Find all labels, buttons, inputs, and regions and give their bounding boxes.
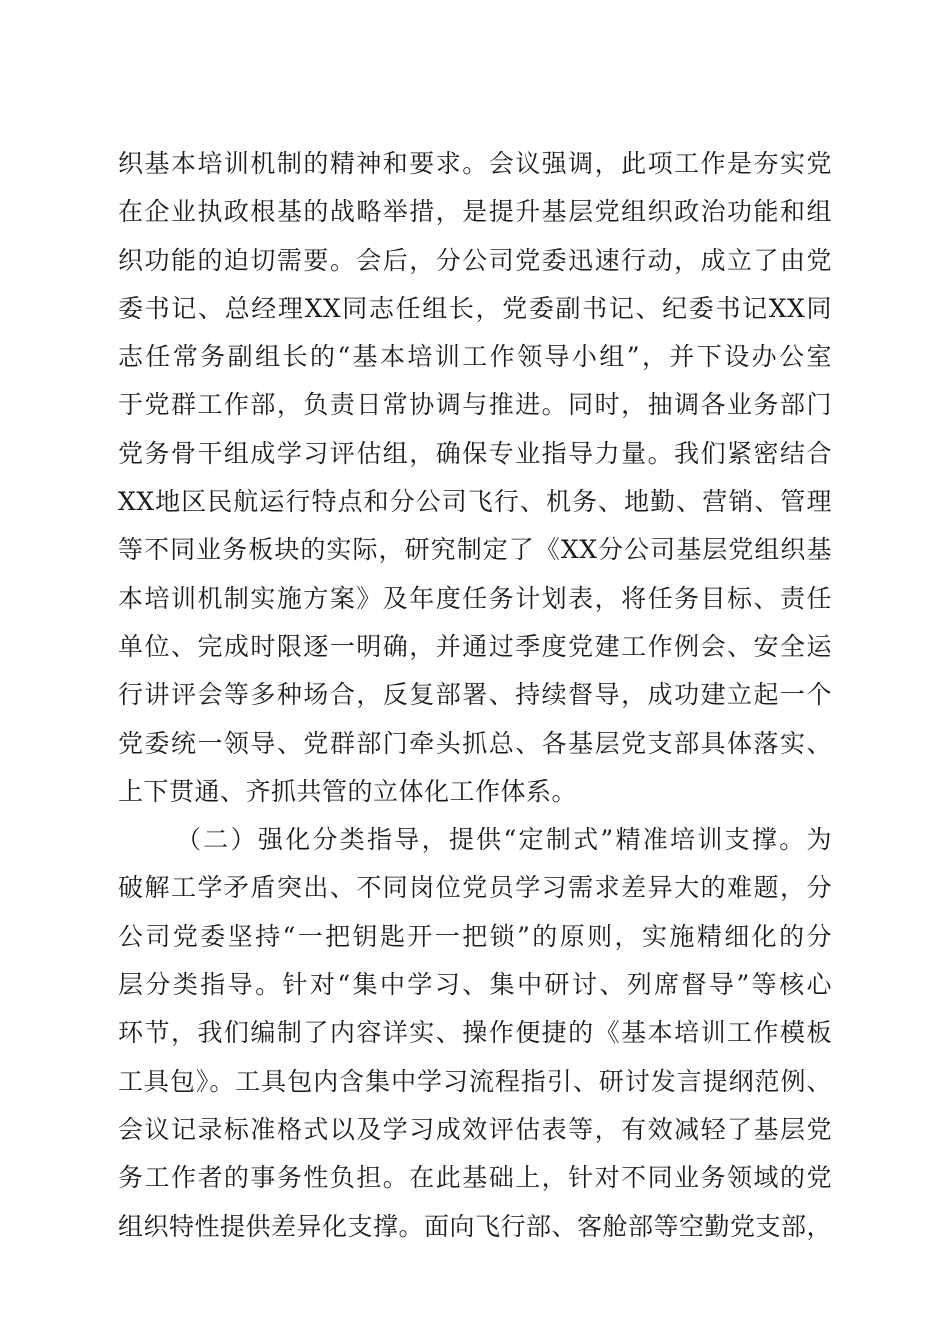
- text-line: 组织特性提供差异化支撑。面向飞行部、客舱部等空勤党支部，: [118, 1211, 833, 1241]
- text-line: 行讲评会等多种场合，反复部署、持续督导，成功建立起一个: [118, 680, 832, 710]
- text-line: 破解工学矛盾突出、不同岗位党员学习需求差异大的难题，分: [118, 873, 832, 903]
- text-line: 等不同业务板块的实际，研究制定了《XX分公司基层党组织基: [118, 535, 832, 565]
- text-line: 织基本培训机制的精神和要求。会议强调，此项工作是夯实党: [118, 149, 832, 178]
- text-line: 务工作者的事务性负担。在此基础上，针对不同业务领域的党: [118, 1163, 832, 1193]
- text-line: 会议记录标准格式以及学习成效评估表等，有效减轻了基层党: [118, 1114, 832, 1144]
- text-line: 上下贯通、齐抓共管的立体化工作体系。: [118, 776, 578, 806]
- text-line: 本培训机制实施方案》及年度任务计划表，将任务目标、责任: [118, 583, 832, 613]
- text-line: 委书记、总经理XX同志任组长，党委副书记、纪委书记XX同: [118, 293, 832, 323]
- text-line: 层分类指导。针对“集中学习、集中研讨、列席督导”等核心: [118, 970, 832, 1000]
- document-body: [118, 140, 832, 1251]
- text-line: XX地区民航运行特点和分公司飞行、机务、地勤、营销、管理: [118, 487, 832, 517]
- text-line: 志任常务副组长的“基本培训工作领导小组”，并下设办公室: [118, 342, 832, 372]
- text-line: 在企业执政根基的战略举措，是提升基层党组织政治功能和组: [118, 197, 832, 227]
- text-line: 工具包》。工具包内含集中学习流程指引、研讨发言提纲范例、: [118, 1066, 832, 1096]
- text-line: 单位、完成时限逐一明确，并通过季度党建工作例会、安全运: [118, 631, 832, 661]
- section-heading-line: （二）强化分类指导，提供“定制式”精准培训支撑。为: [176, 825, 832, 855]
- text-line: 环节，我们编制了内容详实、操作便捷的《基本培训工作模板: [118, 1018, 832, 1048]
- text-line: 公司党委坚持“一把钥匙开一把锁”的原则，实施精细化的分: [118, 921, 832, 951]
- text-line: 党务骨干组成学习评估组，确保专业指导力量。我们紧密结合: [118, 438, 832, 468]
- text-line: 党委统一领导、党群部门牵头抓总、各基层党支部具体落实、: [118, 728, 832, 758]
- text-line: 织功能的迫切需要。会后，分公司党委迅速行动，成立了由党: [118, 245, 832, 275]
- text-line: 于党群工作部，负责日常协调与推进。同时，抽调各业务部门: [118, 390, 832, 420]
